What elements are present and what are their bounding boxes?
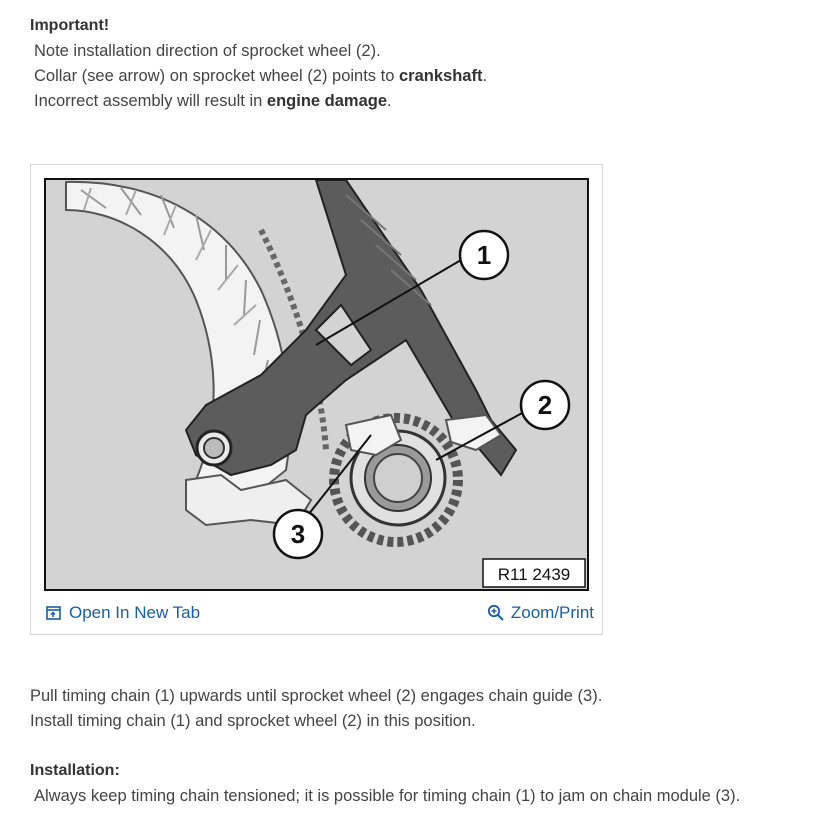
important-line-2: Collar (see arrow) on sprocket wheel (2) points to crankshaft. (34, 67, 488, 85)
callout-1 (460, 231, 508, 279)
open-in-new-tab-icon (45, 604, 63, 622)
svg-text:1: 1 (476, 240, 492, 270)
reference-code-label (483, 559, 585, 587)
installation-line-1: Always keep timing chain tensioned; it is possible for timing chain (1) to jam on chain module (3). (34, 787, 741, 805)
step-line-2: Install timing chain (1) and sprocket wheel (2) in this position. (30, 712, 476, 730)
figure-links (31, 603, 602, 631)
magnifier-plus-icon (487, 604, 505, 622)
zoom-print-label: Zoom/Print (510, 603, 594, 622)
important-heading: Important! (30, 17, 110, 34)
figure-container (30, 164, 603, 635)
callout-3 (274, 510, 322, 558)
zoom-print-link[interactable] (487, 603, 594, 623)
svg-text:2: 2 (537, 390, 553, 420)
installation-heading: Installation: (30, 762, 120, 779)
technical-illustration[interactable] (44, 178, 589, 591)
callout-2 (521, 381, 569, 429)
svg-text:3: 3 (290, 519, 306, 549)
important-line-1: Note installation direction of sprocket wheel (2). (34, 42, 381, 60)
emphasis-engine-damage: engine damage (266, 92, 388, 110)
open-in-new-tab-link[interactable] (45, 603, 200, 623)
important-line-3: Incorrect assembly will result in engine damage. (34, 92, 392, 110)
emphasis-crankshaft: crankshaft (398, 67, 483, 85)
step-line-1: Pull timing chain (1) upwards until sprocket wheel (2) engages chain guide (3). (30, 687, 603, 705)
svg-text:R11 2439: R11 2439 (497, 565, 571, 584)
open-in-new-tab-label: Open In New Tab (69, 603, 201, 622)
